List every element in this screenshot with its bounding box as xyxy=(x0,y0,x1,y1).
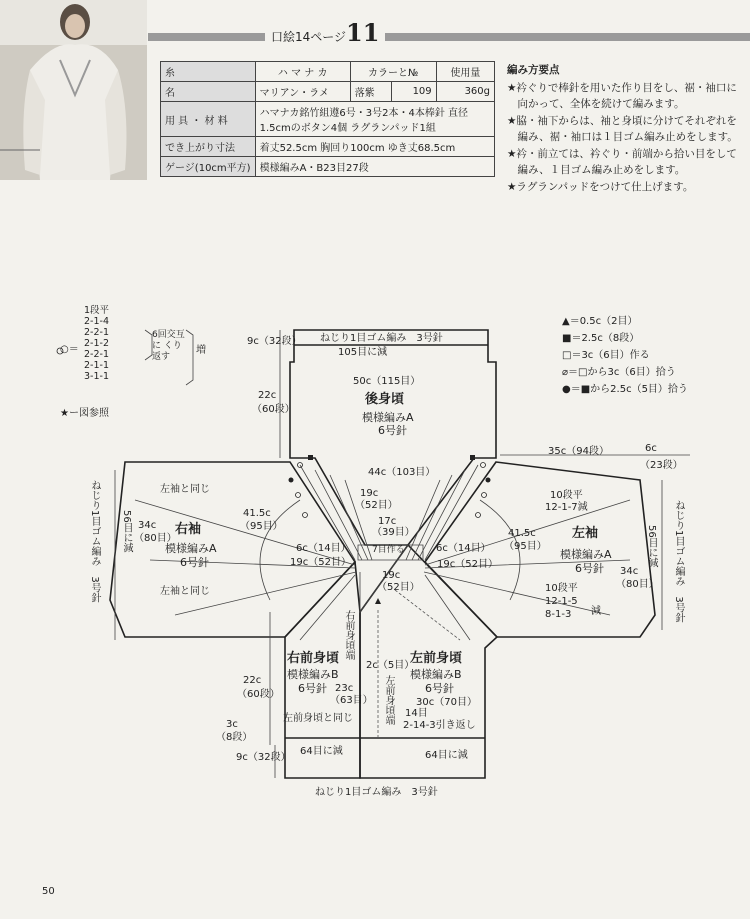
left-sleeve-top-len2: 6c xyxy=(645,443,657,454)
instruction-line: ★衿・前立ては、衿ぐり・前端から拾い目をして xyxy=(507,147,737,160)
back-needle: 6号針 xyxy=(378,424,407,437)
spec-col3: 落紫 xyxy=(350,82,391,102)
right-sleeve-cuff: ねじり1目ゴム編み 3号針 xyxy=(89,480,100,603)
left-front-side: 14目 xyxy=(405,708,428,719)
back-height2: （60段） xyxy=(252,404,295,415)
right-sleeve-w: 34c xyxy=(138,520,157,531)
center-w8: 19c xyxy=(382,570,401,581)
center-w1: 19c xyxy=(360,488,379,499)
right-front-h4: （8段） xyxy=(216,732,253,743)
left-sleeve-top-len: 35c（94段） xyxy=(548,446,609,457)
center-w2: 17c xyxy=(378,516,397,527)
left-sleeve-pattern: 模様編みA xyxy=(560,548,612,561)
center-w3: 7目作る xyxy=(372,545,405,555)
instruction-line: 向かって、全体を続けて編みます。 xyxy=(507,98,685,110)
left-sleeve-w: 34c xyxy=(620,566,639,577)
left-sleeve-inc4: 12-1-5 xyxy=(545,596,578,607)
increase-line: 3-1-1 xyxy=(84,371,109,382)
back-bottom: 44c（103目） xyxy=(368,467,436,478)
increase-line: 2-1-4 xyxy=(84,316,109,327)
increase-line: 2-2-1 xyxy=(84,327,109,338)
instructions-title: 編み方要点 xyxy=(507,64,560,76)
left-sleeve-dec: 56目に減 xyxy=(646,525,657,568)
increase-table xyxy=(84,305,109,382)
page-ref: 口絵14ページ xyxy=(271,30,347,44)
spec-col4: 使用量 xyxy=(436,62,494,82)
spec-label: ゲージ(10cm平方) xyxy=(161,157,256,177)
right-sleeve-title: 右袖 xyxy=(175,522,202,537)
spec-value: ハ マ ナ カ xyxy=(255,62,350,82)
back-pattern: 模様編みA xyxy=(362,411,414,424)
right-sleeve-pattern: 模様編みA xyxy=(165,542,217,555)
right-front-h3: 3c xyxy=(226,719,238,730)
spec-label: 用 具 ・ 材 料 xyxy=(161,102,256,137)
instruction-line: 編み、裾・袖口は１目ゴム編み止めをします。 xyxy=(507,131,738,143)
right-front-edge: 右前身頃端 xyxy=(343,610,354,660)
increase-prefix: ○＝ xyxy=(60,344,79,355)
left-sleeve-inc5: 8-1-3 xyxy=(545,609,572,620)
right-sleeve-needle: 6号針 xyxy=(180,556,209,569)
back-rib: ねじり1目ゴム編み 3号針 xyxy=(320,333,443,344)
right-front-w: 23c xyxy=(335,683,354,694)
spec-value: マリアン・ラメ xyxy=(255,82,350,102)
spec-value: ハマナカ銘竹組遵6号・3号2本・4本棒針 直径1.5cmのボタン4個 ラグランパッド1組 xyxy=(255,102,494,137)
left-front-edge: 左前身頃端 xyxy=(383,675,394,725)
left-front-needle: 6号針 xyxy=(425,682,454,695)
left-sleeve-len2: （95目） xyxy=(504,541,547,552)
spec-label: 名 xyxy=(161,82,256,102)
center-w4: 6c（14目） xyxy=(296,543,351,554)
increase-note: ★ー図参照 xyxy=(60,408,109,419)
center-w5: 19c（52目） xyxy=(290,557,351,568)
left-sleeve-needle: 6号針 xyxy=(575,562,604,575)
right-sleeve-len: 41.5c xyxy=(243,508,271,519)
left-front-side2: 2-14-3引き返し xyxy=(403,720,476,731)
left-sleeve-top-len3: （23段） xyxy=(640,460,683,471)
left-sleeve-title: 左袖 xyxy=(572,526,599,541)
legend-item: ▲＝0.5c（2目） xyxy=(562,316,638,327)
spec-col4: 360g xyxy=(436,82,494,102)
legend-item: ■＝2.5c（8段） xyxy=(562,333,640,344)
legend-item: ⌀＝□から3c（6目）拾う xyxy=(562,367,676,378)
instruction-line: ★衿ぐりで棒針を用いた作り目をし、裾・袖口に xyxy=(507,81,737,94)
instruction-line: ★ラグランパッドをつけて仕上げます。 xyxy=(507,180,694,193)
instruction-line: ★脇・袖下からは、袖と身頃に分けてそれぞれを xyxy=(507,114,737,127)
left-sleeve-w2: （80目） xyxy=(616,579,659,590)
instruction-line: 編み、１目ゴム編み止めをします。 xyxy=(507,164,686,176)
right-sleeve-same-top: 左袖と同じ xyxy=(160,484,210,495)
spec-value: 模様編みA・B23目27段 xyxy=(255,157,494,177)
back-height: 22c xyxy=(258,390,277,401)
back-dec: 105目に減 xyxy=(338,347,388,358)
right-front-pattern: 模様編みB xyxy=(287,668,339,681)
center-w6: 6c（14目） xyxy=(436,543,491,554)
increase-side: 6回交互に くり返す xyxy=(152,330,185,362)
right-sleeve-same-bottom: 左袖と同じ xyxy=(160,586,210,597)
back-body-outline xyxy=(290,330,496,545)
left-sleeve-inc1: 10段平 xyxy=(550,490,583,501)
back-top-height: 9c（32段） xyxy=(247,336,302,347)
back-width: 50c（115目） xyxy=(353,376,421,387)
center-w7: 19c（52目） xyxy=(437,559,498,570)
right-front-hem: 9c（32段） xyxy=(236,752,291,763)
left-sleeve-inc6: 減 xyxy=(591,606,601,617)
left-sleeve-inc2: 12-1-7減 xyxy=(545,502,588,513)
pattern-number: 11 xyxy=(346,18,380,47)
right-front-same: 左前身頃と同じ xyxy=(283,713,353,724)
spec-value: 着丈52.5cm 胸回り100cm ゆき丈68.5cm xyxy=(255,137,494,157)
right-front-needle: 6号針 xyxy=(298,682,327,695)
right-front-h2: （60段） xyxy=(237,689,280,700)
back-title: 後身頃 xyxy=(365,392,405,407)
spec-col3b: 109 xyxy=(391,82,436,102)
legend xyxy=(562,313,688,398)
left-sleeve-cuff: ねじり1目ゴム編み 3号針 xyxy=(673,500,684,623)
left-front-neck: 2c（5目） xyxy=(366,660,415,671)
increase-line: 2-1-2 xyxy=(84,338,109,349)
center-w1b: （52目） xyxy=(355,500,398,511)
page-number: 50 xyxy=(42,886,55,897)
right-front-title: 右前身頃 xyxy=(287,651,340,666)
left-sleeve-inc3: 10段平 xyxy=(545,583,578,594)
spec-label: 糸 xyxy=(161,62,256,82)
spec-col3: カラーと№ xyxy=(350,62,436,82)
left-front-w: 30c（70目） xyxy=(416,697,477,708)
legend-item: □＝3c（6目）作る xyxy=(562,350,650,361)
bottom-rib-label: ねじり1目ゴム編み 3号針 xyxy=(315,787,438,798)
right-front-h: 22c xyxy=(243,675,262,686)
increase-line: 2-2-1 xyxy=(84,349,109,360)
right-sleeve-dec: 56目に減 xyxy=(121,510,132,553)
left-front-pattern: 模様編みB xyxy=(410,668,462,681)
right-front-dec: 64目に減 xyxy=(300,746,343,757)
left-sleeve-len: 41.5c xyxy=(508,528,536,539)
spec-label: でき上がり寸法 xyxy=(161,137,256,157)
increase-suffix: 増 xyxy=(196,345,206,356)
center-w2b: （39目） xyxy=(372,527,415,538)
legend-item: ●＝■から2.5c（5目）拾う xyxy=(562,384,688,395)
right-sleeve-len2: （95目） xyxy=(240,521,283,532)
left-front-dec: 64目に減 xyxy=(425,750,468,761)
right-sleeve-w2: （80目） xyxy=(134,533,177,544)
center-w8b: （52目） xyxy=(377,582,420,593)
right-front-w2: （63目） xyxy=(330,695,373,706)
increase-line: 1段平 xyxy=(84,305,110,316)
increase-line: 2-1-1 xyxy=(84,360,109,371)
left-front-title: 左前身頃 xyxy=(410,651,463,666)
